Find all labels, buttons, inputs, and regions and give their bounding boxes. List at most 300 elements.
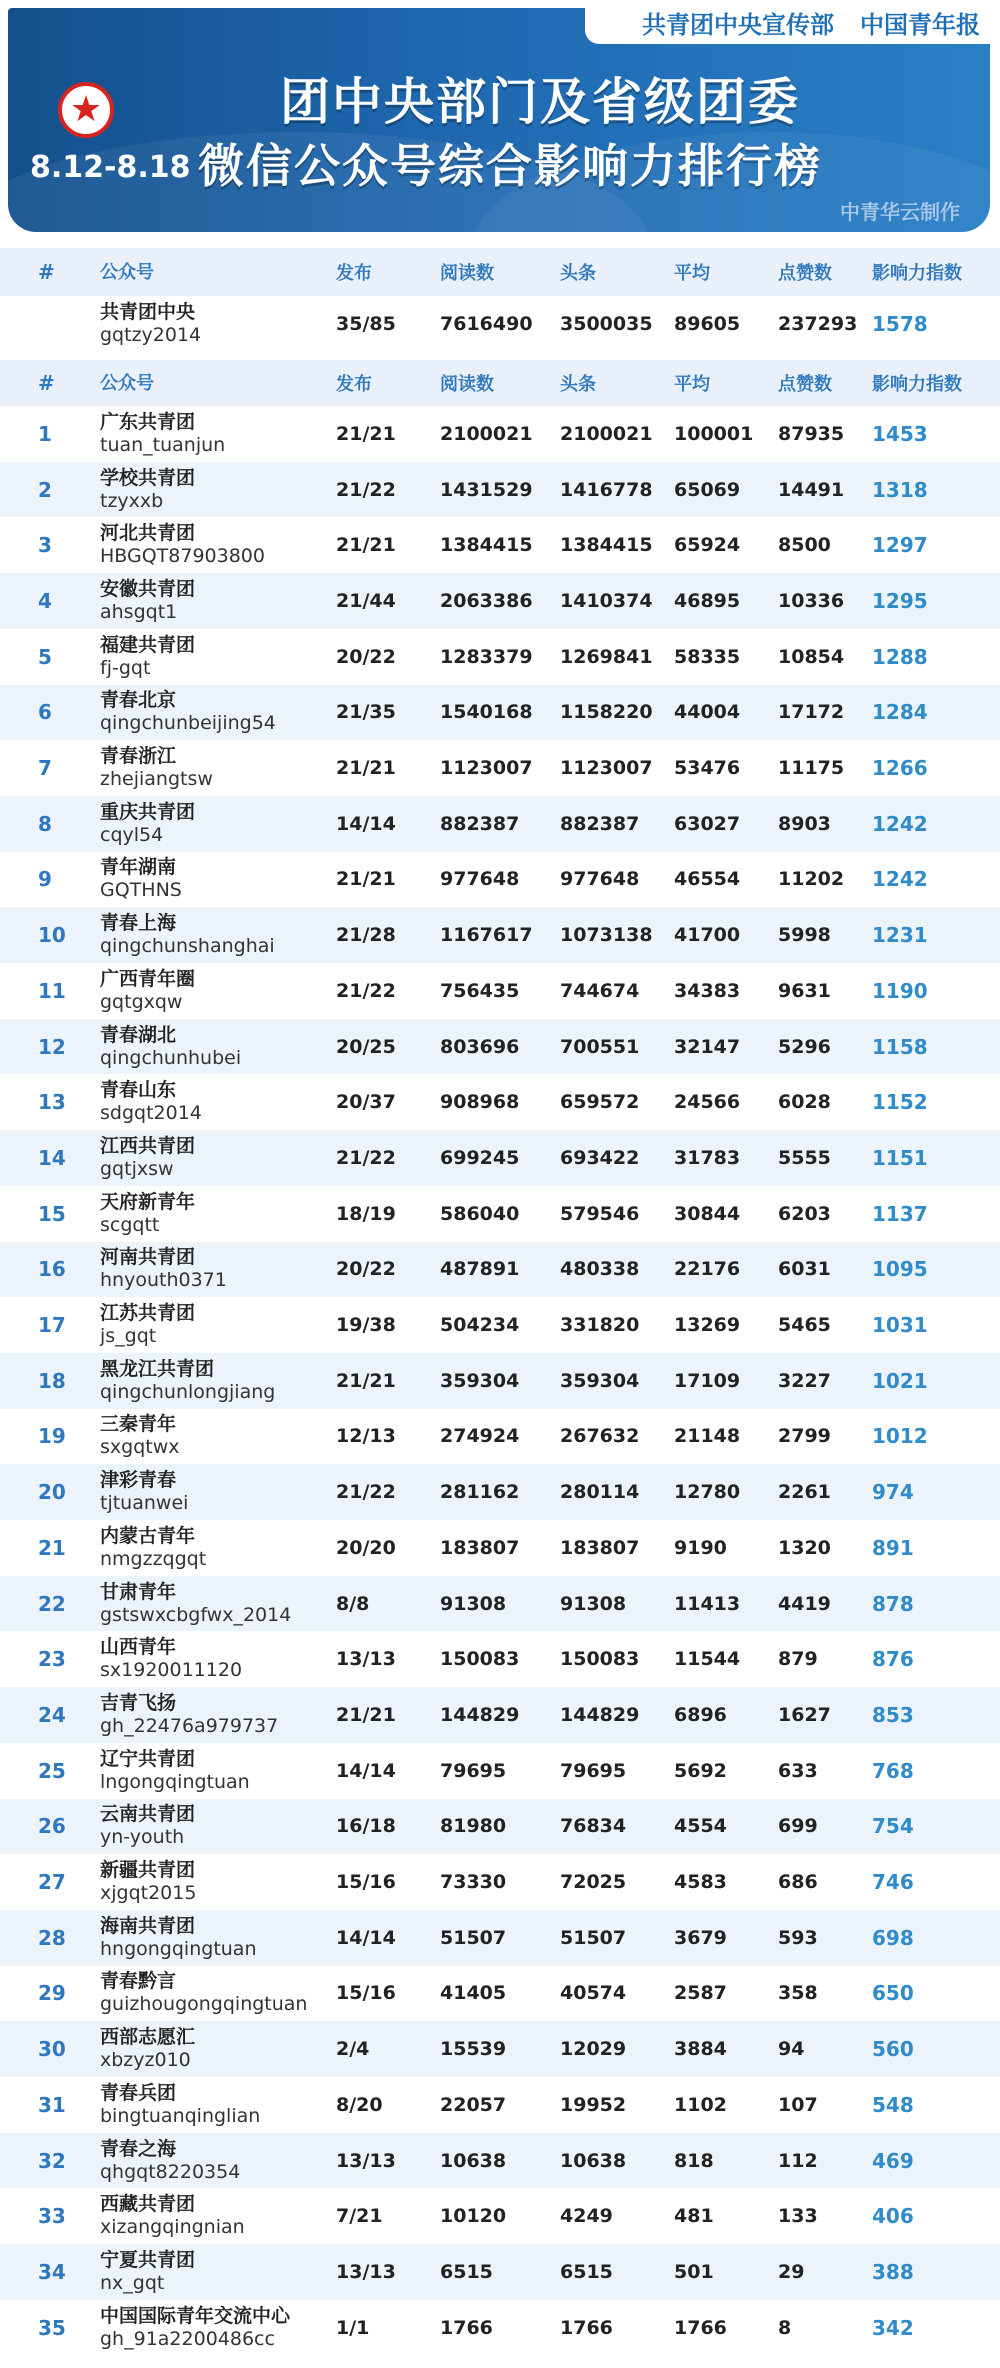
influence-index: 974 [872,1480,914,1505]
account-name: 江西共青团 [100,1134,196,1157]
likes-count: 17172 [778,701,845,724]
reads-count: 1283379 [440,645,533,668]
average-count: 46895 [674,589,741,612]
account-id: zhejiangtsw [100,768,213,791]
likes-count: 6203 [778,1202,831,1225]
published-count: 2/4 [336,2038,370,2061]
account-name: 青春北京 [100,689,177,712]
account-id: scgqtt [100,1213,160,1236]
rank-number: 27 [38,1870,66,1895]
headline-count: 744674 [560,979,640,1002]
average-count: 100001 [674,422,754,445]
reads-count: 803696 [440,1035,520,1058]
account-cell [90,1970,336,2016]
reads-count: 51507 [440,1926,507,1949]
account-id: sdgqt2014 [100,1102,202,1125]
published-count: 13/13 [336,2260,396,2283]
account-id: guizhougongqingtuan [100,1993,308,2016]
account-cell [90,522,336,568]
influence-index: 1190 [872,978,928,1003]
average-count: 1102 [674,2093,727,2116]
likes-count: 14491 [778,478,845,501]
reads-count: 15539 [440,2038,507,2061]
average-count: 30844 [674,1202,741,1225]
page-title-line2: 微信公众号综合影响力排行榜 [198,139,822,193]
reads-count: 10120 [440,2205,507,2228]
likes-count: 8 [778,2316,792,2339]
headline-count: 1158220 [560,701,653,724]
published-count: 20/22 [336,1258,396,1281]
account-name: 天府新青年 [100,1190,196,1213]
headline-count: 1384415 [560,534,653,557]
reads-count: 756435 [440,979,520,1002]
account-cell [90,1191,336,1237]
headline-count: 280114 [560,1481,640,1504]
published-count: 21/21 [336,868,396,891]
account-id: nmgzzqgqt [100,1547,207,1570]
rank-number: 4 [38,588,52,613]
account-cell [90,1859,336,1905]
publisher-tab [585,0,1000,44]
headline-count: 1416778 [560,478,653,501]
account-id: sx1920011120 [100,1659,243,1682]
rank-number: 30 [38,2037,66,2062]
likes-count: 8500 [778,534,831,557]
account-cell [90,634,336,680]
publisher-name-2: 中国青年报 [860,10,980,39]
rank-number: 17 [38,1313,66,1338]
column-header-headline: 头条 [560,374,596,395]
headline-count: 10638 [560,2149,627,2172]
account-cell [90,1469,336,1515]
rank-number: 18 [38,1368,66,1393]
account-cell [90,1748,336,1794]
influence-index: 1266 [872,756,928,781]
likes-count: 11175 [778,757,845,780]
published-count: 21/21 [336,757,396,780]
published-count: 16/18 [336,1815,396,1838]
reads-count: 1540168 [440,701,533,724]
account-cell [90,745,336,791]
influence-index: 1242 [872,811,928,836]
table-row-8 [0,796,1000,852]
account-cell [90,689,336,735]
published-count: 20/25 [336,1035,396,1058]
account-name: 宁夏共青团 [100,2248,196,2271]
likes-count: 699 [778,1815,818,1838]
influence-index: 1242 [872,867,928,892]
column-header-likes: 点赞数 [778,263,832,284]
table-row-29 [0,1966,1000,2022]
account-cell [90,578,336,624]
published-count: 15/16 [336,1871,396,1894]
influence-index: 406 [872,2204,914,2229]
table-row-17 [0,1297,1000,1353]
table-row-7 [0,740,1000,796]
reads-count: 882387 [440,812,520,835]
headline-count: 150083 [560,1648,640,1671]
account-id: nx_gqt [100,2271,165,2294]
reads-count: 699245 [440,1146,520,1169]
reads-count: 977648 [440,868,520,891]
published-count: 13/13 [336,2149,396,2172]
influence-index: 548 [872,2092,914,2117]
likes-count: 133 [778,2205,818,2228]
influence-index: 388 [872,2259,914,2284]
likes-count: 9631 [778,979,831,1002]
likes-count: 358 [778,1982,818,2005]
account-name: 中国国际青年交流中心 [100,2304,291,2327]
account-cell [90,856,336,902]
account-id: gstswxcbgfwx_2014 [100,1603,292,1626]
account-cell [90,1525,336,1571]
account-name: 青春湖北 [100,1023,177,1046]
header-banner [0,0,1000,240]
table-row-25 [0,1743,1000,1799]
average-count: 24566 [674,1091,741,1114]
influence-index: 342 [872,2315,914,2340]
account-name: 内蒙古青年 [100,1524,196,1547]
reads-count: 2063386 [440,589,533,612]
rank-number: 11 [38,978,66,1003]
rank-number: 1 [38,421,52,446]
headline-count: 3500035 [560,313,653,335]
account-cell [90,411,336,457]
account-id: cqyl54 [100,823,164,846]
account-id: GQTHNS [100,879,182,902]
account-id: fj-gqt [100,656,151,679]
publisher-name-1: 共青团中央宣传部 [642,10,834,39]
account-id: xizangqingnian [100,2216,245,2239]
likes-count: 107 [778,2093,818,2116]
rank-number: 31 [38,2092,66,2117]
table-row-34 [0,2244,1000,2300]
table-header-ranking [0,360,1000,406]
account-id: tuan_tuanjun [100,433,226,456]
influence-index: 1012 [872,1424,928,1449]
average-count: 32147 [674,1035,741,1058]
influence-index: 754 [872,1814,914,1839]
account-name: 海南共青团 [100,1914,196,1937]
account-cell [90,1413,336,1459]
likes-count: 686 [778,1871,818,1894]
likes-count: 2799 [778,1425,831,1448]
table-row-18 [0,1353,1000,1409]
account-cell [90,2138,336,2184]
table-row-24 [0,1687,1000,1743]
influence-index: 1095 [872,1257,928,1282]
headline-count: 72025 [560,1871,627,1894]
account-id: qingchunlongjiang [100,1380,276,1403]
column-header-published: 发布 [336,374,372,395]
influence-index: 746 [872,1870,914,1895]
table-row-2 [0,462,1000,518]
reads-count: 81980 [440,1815,507,1838]
account-cell [90,1024,336,1070]
influence-index: 1453 [872,421,928,446]
likes-count: 10336 [778,589,845,612]
headline-count: 1269841 [560,645,653,668]
likes-count: 5998 [778,924,831,947]
reads-count: 91308 [440,1592,507,1615]
account-id: gqtzy2014 [100,324,202,346]
published-count: 18/19 [336,1202,396,1225]
influence-index: 1151 [872,1145,928,1170]
likes-count: 3227 [778,1369,831,1392]
likes-count: 593 [778,1926,818,1949]
published-count: 7/21 [336,2205,383,2228]
rank-number: 6 [38,700,52,725]
rank-number: 24 [38,1702,66,1727]
account-name: 青春上海 [100,912,177,935]
headline-count: 40574 [560,1982,627,2005]
headline-count: 79695 [560,1759,627,1782]
likes-count: 4419 [778,1592,831,1615]
published-count: 13/13 [336,1648,396,1671]
published-count: 21/21 [336,1703,396,1726]
reads-count: 6515 [440,2260,493,2283]
average-count: 12780 [674,1481,741,1504]
account-name: 甘肃青年 [100,1580,177,1603]
account-name: 青春兵团 [100,2081,177,2104]
account-cell [90,1581,336,1627]
headline-count: 693422 [560,1146,640,1169]
headline-count: 183807 [560,1536,640,1559]
headline-count: 331820 [560,1314,640,1337]
account-name: 青春黔言 [100,1970,177,1993]
reads-count: 359304 [440,1369,520,1392]
table-row-12 [0,1019,1000,1075]
central-account [90,301,336,347]
rank-number: 15 [38,1201,66,1226]
table-row-10 [0,907,1000,963]
rank-number: 20 [38,1480,66,1505]
account-name: 辽宁共青团 [100,1747,196,1770]
likes-count: 112 [778,2149,818,2172]
reads-count: 22057 [440,2093,507,2116]
likes-count: 2261 [778,1481,831,1504]
likes-count: 8903 [778,812,831,835]
red-star-emblem-icon: ★ [58,82,114,138]
column-header-reads: 阅读数 [440,263,494,284]
average-count: 4583 [674,1871,727,1894]
column-header-account: 公众号 [100,372,154,394]
table-row-19 [0,1409,1000,1465]
average-count: 11544 [674,1648,741,1671]
account-id: yn-youth [100,1826,185,1849]
rank-number: 9 [38,867,52,892]
published-count: 14/14 [336,812,396,835]
published-count: 14/14 [336,1926,396,1949]
published-count: 21/22 [336,1146,396,1169]
table-row-11 [0,963,1000,1019]
reads-count: 79695 [440,1759,507,1782]
published-count: 14/14 [336,1759,396,1782]
account-id: gh_91a2200486cc [100,2327,275,2350]
account-cell [90,2249,336,2295]
published-count: 15/16 [336,1982,396,2005]
account-name: 青春山东 [100,1079,177,1102]
account-id: tjtuanwei [100,1492,189,1515]
average-count: 13269 [674,1314,741,1337]
reads-count: 908968 [440,1091,520,1114]
page-title-line1: 团中央部门及省级团委 [280,73,800,131]
average-count: 9190 [674,1536,727,1559]
influence-index: 1318 [872,477,928,502]
account-cell [90,2193,336,2239]
likes-count: 5555 [778,1146,831,1169]
average-count: 6896 [674,1703,727,1726]
rank-number: 8 [38,811,52,836]
column-header-headline: 头条 [560,263,596,284]
published-count: 21/44 [336,589,396,612]
table-row-26 [0,1799,1000,1855]
table-row-22 [0,1576,1000,1632]
rank-number: 2 [38,477,52,502]
average-count: 481 [674,2205,714,2228]
account-name: 西部志愿汇 [100,2026,196,2049]
influence-index: 876 [872,1647,914,1672]
rank-number: 12 [38,1034,66,1059]
table-row-15 [0,1186,1000,1242]
headline-count: 359304 [560,1369,640,1392]
likes-count: 879 [778,1648,818,1671]
table-row-27 [0,1854,1000,1910]
influence-index: 1031 [872,1313,928,1338]
account-cell [90,2026,336,2072]
table-row-13 [0,1074,1000,1130]
average-count: 4554 [674,1815,727,1838]
column-header-index: 影响力指数 [872,263,962,284]
reads-count: 7616490 [440,313,533,335]
reads-count: 144829 [440,1703,520,1726]
average-count: 63027 [674,812,741,835]
likes-count: 633 [778,1759,818,1782]
account-id: tzyxxb [100,489,164,512]
account-id: qingchunbeijing54 [100,712,276,735]
account-id: gqtgxqw [100,990,183,1013]
account-cell [90,1803,336,1849]
headline-count: 12029 [560,2038,627,2061]
account-name: 青年湖南 [100,856,177,879]
likes-count: 10854 [778,645,845,668]
column-header-published: 发布 [336,263,372,284]
table-row-5 [0,629,1000,685]
published-count: 1/1 [336,2316,370,2339]
table-row-31 [0,2077,1000,2133]
headline-count: 19952 [560,2093,627,2116]
account-id: qingchunshanghai [100,935,275,958]
average-count: 22176 [674,1258,741,1281]
rank-number: 16 [38,1257,66,1282]
account-id: hnyouth0371 [100,1269,227,1292]
account-cell [90,912,336,958]
table-row-9 [0,852,1000,908]
likes-count: 1627 [778,1703,831,1726]
account-name: 西藏共青团 [100,2193,196,2216]
influence-index: 768 [872,1758,914,1783]
account-name: 广东共青团 [100,410,196,433]
average-count: 53476 [674,757,741,780]
account-name: 重庆共青团 [100,800,196,823]
likes-count: 237293 [778,313,858,335]
reads-count: 150083 [440,1648,520,1671]
account-id: qingchunhubei [100,1046,242,1069]
account-id: sxgqtwx [100,1436,180,1459]
reads-count: 281162 [440,1481,520,1504]
likes-count: 11202 [778,868,845,891]
rank-number: 3 [38,533,52,558]
table-row-20 [0,1464,1000,1520]
account-name: 学校共青团 [100,466,196,489]
headline-count: 1123007 [560,757,653,780]
account-id: gh_22476a979737 [100,1714,279,1737]
account-name: 共青团中央 [100,301,196,323]
account-cell [90,467,336,513]
reads-count: 10638 [440,2149,507,2172]
headline-count: 977648 [560,868,640,891]
influence-index: 560 [872,2037,914,2062]
account-name: 江苏共青团 [100,1302,196,1325]
headline-count: 91308 [560,1592,627,1615]
rank-number: 33 [38,2204,66,2229]
column-header-likes: 点赞数 [778,374,832,395]
influence-index: 853 [872,1702,914,1727]
reads-count: 41405 [440,1982,507,2005]
influence-index: 698 [872,1925,914,1950]
influence-index: 1158 [872,1034,928,1059]
headline-count: 882387 [560,812,640,835]
average-count: 2587 [674,1982,727,2005]
average-count: 44004 [674,701,741,724]
column-header-rank: # [38,371,55,395]
column-header-index: 影响力指数 [872,374,962,395]
average-count: 1766 [674,2316,727,2339]
headline-count: 480338 [560,1258,640,1281]
reads-count: 1167617 [440,924,533,947]
account-id: bingtuanqinglian [100,2104,261,2127]
published-count: 20/22 [336,645,396,668]
rank-number: 23 [38,1647,66,1672]
influence-index: 1288 [872,644,928,669]
account-id: xbzyz010 [100,2049,191,2072]
published-count: 21/28 [336,924,396,947]
influence-index: 1295 [872,588,928,613]
table-row-30 [0,2021,1000,2077]
column-header-average: 平均 [674,263,710,284]
influence-index: 878 [872,1591,914,1616]
average-count: 58335 [674,645,741,668]
reads-count: 487891 [440,1258,520,1281]
headline-count: 700551 [560,1035,640,1058]
average-count: 3679 [674,1926,727,1949]
headline-count: 579546 [560,1202,640,1225]
published-count: 35/85 [336,313,396,335]
rank-number: 14 [38,1145,66,1170]
reads-count: 183807 [440,1536,520,1559]
headline-count: 659572 [560,1091,640,1114]
account-id: xjgqt2015 [100,1882,197,1905]
account-cell [90,1302,336,1348]
published-count: 8/8 [336,1592,370,1615]
account-name: 青春之海 [100,2137,177,2160]
likes-count: 5296 [778,1035,831,1058]
average-count: 21148 [674,1425,741,1448]
rank-number: 35 [38,2315,66,2340]
average-count: 17109 [674,1369,741,1392]
influence-index: 650 [872,1981,914,2006]
account-cell [90,1692,336,1738]
